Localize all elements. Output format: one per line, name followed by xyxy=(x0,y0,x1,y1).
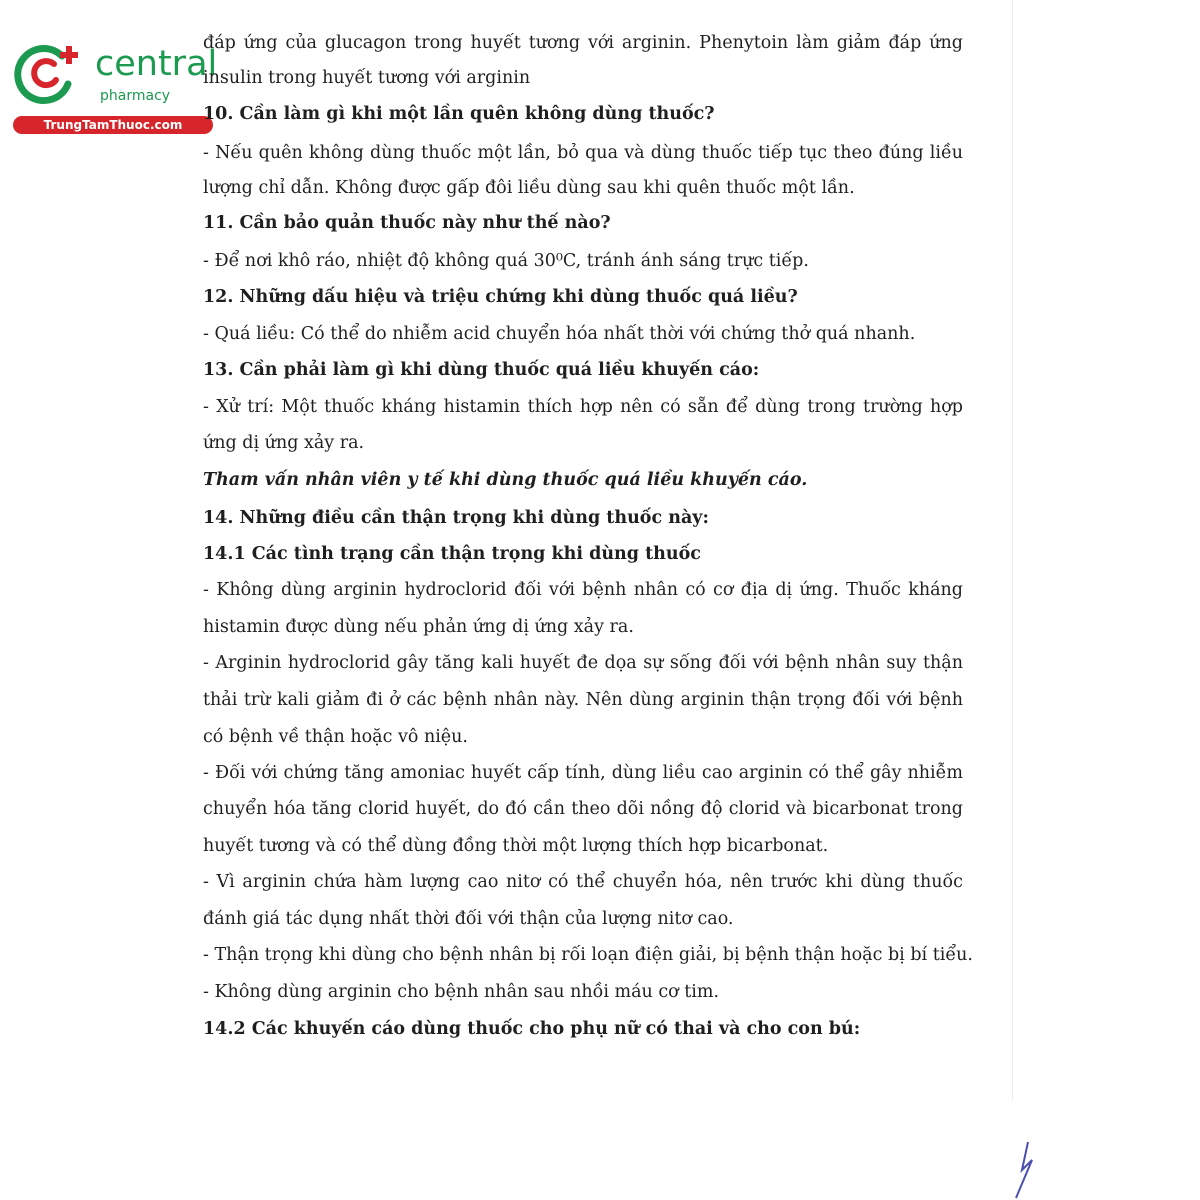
text-line: - Không dùng arginin cho bệnh nhân sau nhồi máu cơ tim. xyxy=(203,982,720,1002)
text-line: - Vì arginin chứa hàm lượng cao nitơ có thể chuyển hóa, nên trước khi dùng thuốc xyxy=(203,872,963,892)
text-line: lượng chỉ dẫn. Không được gấp đôi liều dùng sau khi quên thuốc một lần. xyxy=(203,178,855,198)
pharmacy-cross-logo-icon xyxy=(10,38,90,108)
text-line: histamin được dùng nếu phản ứng dị ứng xảy ra. xyxy=(203,617,634,637)
text-line: - Thận trọng khi dùng cho bệnh nhân bị rối loạn điện giải, bị bệnh thận hoặc bị bí tiểu. xyxy=(203,945,973,965)
text-line: - Quá liều: Có thể do nhiễm acid chuyển hóa nhất thời với chứng thở quá nhanh. xyxy=(203,324,916,344)
logo-website-banner: TrungTamThuoc.com xyxy=(13,116,213,134)
text-line: - Để nơi khô ráo, nhiệt độ không quá 30⁰C, tránh ánh sáng trực tiếp. xyxy=(203,251,809,271)
subsection-heading: 14.2 Các khuyến cáo dùng thuốc cho phụ nữ có thai và cho con bú: xyxy=(203,1019,861,1039)
section-heading: 10. Cần làm gì khi một lần quên không dùng thuốc? xyxy=(203,104,715,124)
text-line: - Arginin hydroclorid gây tăng kali huyết đe dọa sự sống đối với bệnh nhân suy thận xyxy=(203,653,963,673)
text-line: - Xử trí: Một thuốc kháng histamin thích hợp nên có sẵn để dùng trong trường hợp xyxy=(203,397,963,417)
text-line: insulin trong huyết tương với arginin xyxy=(203,68,531,88)
section-heading: 13. Cần phải làm gì khi dùng thuốc quá liều khuyến cáo: xyxy=(203,360,760,380)
signature-mark-icon xyxy=(1010,1140,1040,1200)
text-line: đánh giá tác dụng nhất thời đối với thận của lượng nitơ cao. xyxy=(203,909,734,929)
section-heading: 11. Cần bảo quản thuốc này như thế nào? xyxy=(203,213,611,233)
text-line: - Không dùng arginin hydroclorid đối với bệnh nhân có cơ địa dị ứng. Thuốc kháng xyxy=(203,580,963,600)
text-line: ứng dị ứng xảy ra. xyxy=(203,433,365,453)
page-edge-divider xyxy=(1012,0,1013,1100)
emphasis-note: Tham vấn nhân viên y tế khi dùng thuốc quá liều khuyến cáo. xyxy=(203,470,808,490)
text-line: đáp ứng của glucagon trong huyết tương với arginin. Phenytoin làm giảm đáp ứng xyxy=(203,33,963,53)
logo-subtitle: pharmacy xyxy=(100,88,171,104)
text-line: - Đối với chứng tăng amoniac huyết cấp tính, dùng liều cao arginin có thể gây nhiễm xyxy=(203,763,963,783)
logo-wordmark: central xyxy=(95,44,218,84)
text-line: có bệnh về thận hoặc vô niệu. xyxy=(203,727,468,747)
text-line: chuyển hóa tăng clorid huyết, do đó cần theo dõi nồng độ clorid và bicarbonat trong xyxy=(203,799,963,819)
subsection-heading: 14.1 Các tình trạng cần thận trọng khi dùng thuốc xyxy=(203,544,701,564)
central-pharmacy-logo xyxy=(10,38,218,138)
text-line: thải trừ kali giảm đi ở các bệnh nhân này. Nên dùng arginin thận trọng đối với bệnh xyxy=(203,690,963,710)
text-line: - Nếu quên không dùng thuốc một lần, bỏ qua và dùng thuốc tiếp tục theo đúng liều xyxy=(203,143,963,163)
section-heading: 12. Những dấu hiệu và triệu chứng khi dùng thuốc quá liều? xyxy=(203,287,798,307)
section-heading: 14. Những điều cần thận trọng khi dùng thuốc này: xyxy=(203,508,709,528)
text-line: huyết tương và có thể dùng đồng thời một lượng thích hợp bicarbonat. xyxy=(203,836,829,856)
